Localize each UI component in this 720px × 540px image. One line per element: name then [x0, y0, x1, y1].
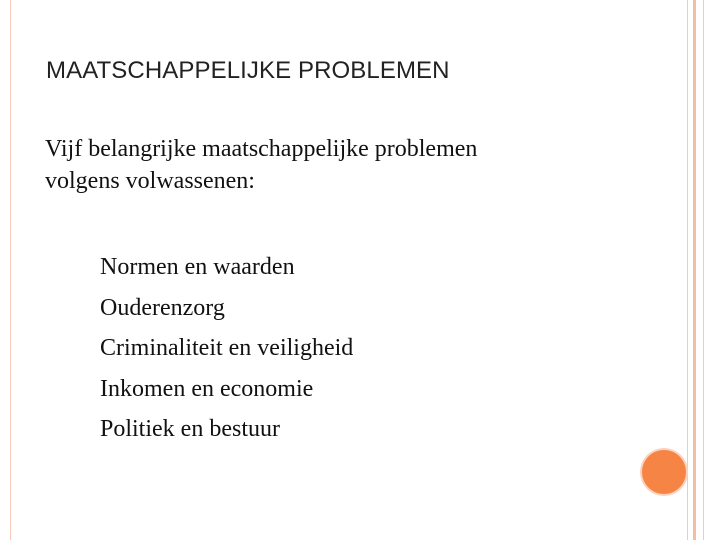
- list-item: Criminaliteit en veiligheid: [100, 335, 354, 361]
- decorative-circle-icon: [642, 450, 686, 494]
- list-item: Inkomen en economie: [100, 375, 314, 402]
- list-item: Politiek en bestuur: [100, 416, 280, 442]
- frame-line-right: [687, 0, 688, 540]
- problem-list: [100, 247, 353, 450]
- frame-line-right: [703, 0, 704, 540]
- slide-title: MAATSCHAPPELIJKE PROBLEMEN: [46, 57, 450, 84]
- frame-line-left: [10, 0, 11, 540]
- intro-text: [45, 133, 645, 197]
- list-item: Ouderenzorg: [100, 294, 225, 321]
- intro-line: volgens volwassenen:: [45, 168, 255, 194]
- list-item: Normen en waarden: [100, 254, 295, 280]
- intro-line: Vijf belangrijke maatschappelijke problemen: [45, 136, 478, 162]
- frame-line-right: [693, 0, 696, 540]
